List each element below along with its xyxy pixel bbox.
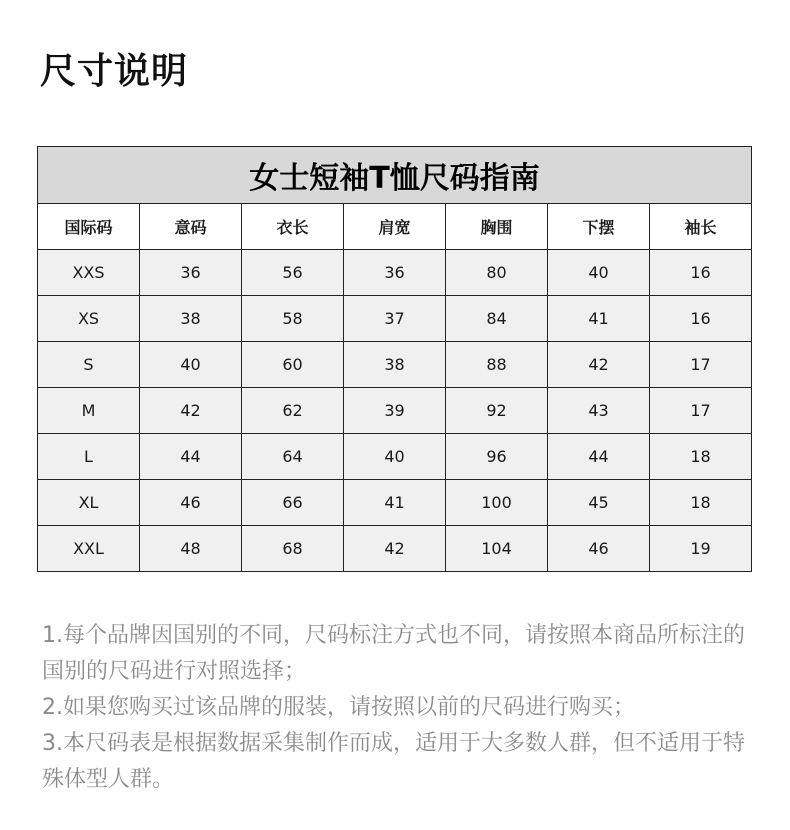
note-item: 3.本尺码表是根据数据采集制作而成，适用于大多数人群，但不适用于特殊体型人群。 xyxy=(42,731,745,792)
table-cell: 40 xyxy=(140,342,242,388)
table-cell: L xyxy=(38,434,140,480)
header-length: 衣长 xyxy=(242,204,344,250)
table-cell: 104 xyxy=(446,526,548,572)
table-cell: 37 xyxy=(344,296,446,342)
table-cell: M xyxy=(38,388,140,434)
table-cell: 18 xyxy=(650,480,752,526)
table-cell: 36 xyxy=(344,250,446,296)
table-cell: 17 xyxy=(650,388,752,434)
table-cell: 48 xyxy=(140,526,242,572)
header-international-size: 国际码 xyxy=(38,204,140,250)
table-cell: 64 xyxy=(242,434,344,480)
header-italian-size: 意码 xyxy=(140,204,242,250)
table-cell: 42 xyxy=(344,526,446,572)
header-sleeve: 袖长 xyxy=(650,204,752,250)
note-item: 1.每个品牌因国别的不同，尺码标注方式也不同，请按照本商品所标注的国别的尺码进行对照选择； xyxy=(42,623,745,684)
table-cell: 62 xyxy=(242,388,344,434)
table-cell: 40 xyxy=(548,250,650,296)
table-cell: 42 xyxy=(548,342,650,388)
table-cell: 39 xyxy=(344,388,446,434)
page-title: 尺寸说明 xyxy=(40,51,189,92)
table-cell: 36 xyxy=(140,250,242,296)
header-shoulder: 肩宽 xyxy=(344,204,446,250)
table-cell: 18 xyxy=(650,434,752,480)
table-cell: 92 xyxy=(446,388,548,434)
table-row xyxy=(38,526,752,572)
table-row xyxy=(38,388,752,434)
table-cell: 56 xyxy=(242,250,344,296)
table-cell: 16 xyxy=(650,296,752,342)
table-cell: 88 xyxy=(446,342,548,388)
table-row xyxy=(38,250,752,296)
table-cell: 60 xyxy=(242,342,344,388)
table-cell: XL xyxy=(38,480,140,526)
table-cell: 41 xyxy=(548,296,650,342)
table-row xyxy=(38,434,752,480)
table-caption: 女士短袖T恤尺码指南 xyxy=(38,147,752,204)
table-cell: 40 xyxy=(344,434,446,480)
table-cell: 84 xyxy=(446,296,548,342)
table-row xyxy=(38,342,752,388)
size-notes xyxy=(42,618,754,798)
table-cell: 46 xyxy=(548,526,650,572)
table-cell: 80 xyxy=(446,250,548,296)
table-cell: 38 xyxy=(344,342,446,388)
table-cell: 38 xyxy=(140,296,242,342)
table-cell: 44 xyxy=(140,434,242,480)
table-cell: XXL xyxy=(38,526,140,572)
table-header-row xyxy=(38,204,752,250)
table-cell: 19 xyxy=(650,526,752,572)
table-row xyxy=(38,480,752,526)
table-cell: 100 xyxy=(446,480,548,526)
table-cell: 17 xyxy=(650,342,752,388)
table-row xyxy=(38,296,752,342)
table-caption-row xyxy=(38,147,752,204)
header-hem: 下摆 xyxy=(548,204,650,250)
table-cell: 16 xyxy=(650,250,752,296)
table-cell: 42 xyxy=(140,388,242,434)
size-chart-table xyxy=(37,146,752,572)
table-cell: 66 xyxy=(242,480,344,526)
table-cell: XXS xyxy=(38,250,140,296)
table-cell: S xyxy=(38,342,140,388)
table-cell: 68 xyxy=(242,526,344,572)
header-chest: 胸围 xyxy=(446,204,548,250)
table-cell: 46 xyxy=(140,480,242,526)
table-cell: 41 xyxy=(344,480,446,526)
table-cell: 45 xyxy=(548,480,650,526)
table-cell: 43 xyxy=(548,388,650,434)
table-cell: 96 xyxy=(446,434,548,480)
table-cell: XS xyxy=(38,296,140,342)
table-cell: 44 xyxy=(548,434,650,480)
table-cell: 58 xyxy=(242,296,344,342)
note-item: 2.如果您购买过该品牌的服装，请按照以前的尺码进行购买； xyxy=(42,695,635,720)
